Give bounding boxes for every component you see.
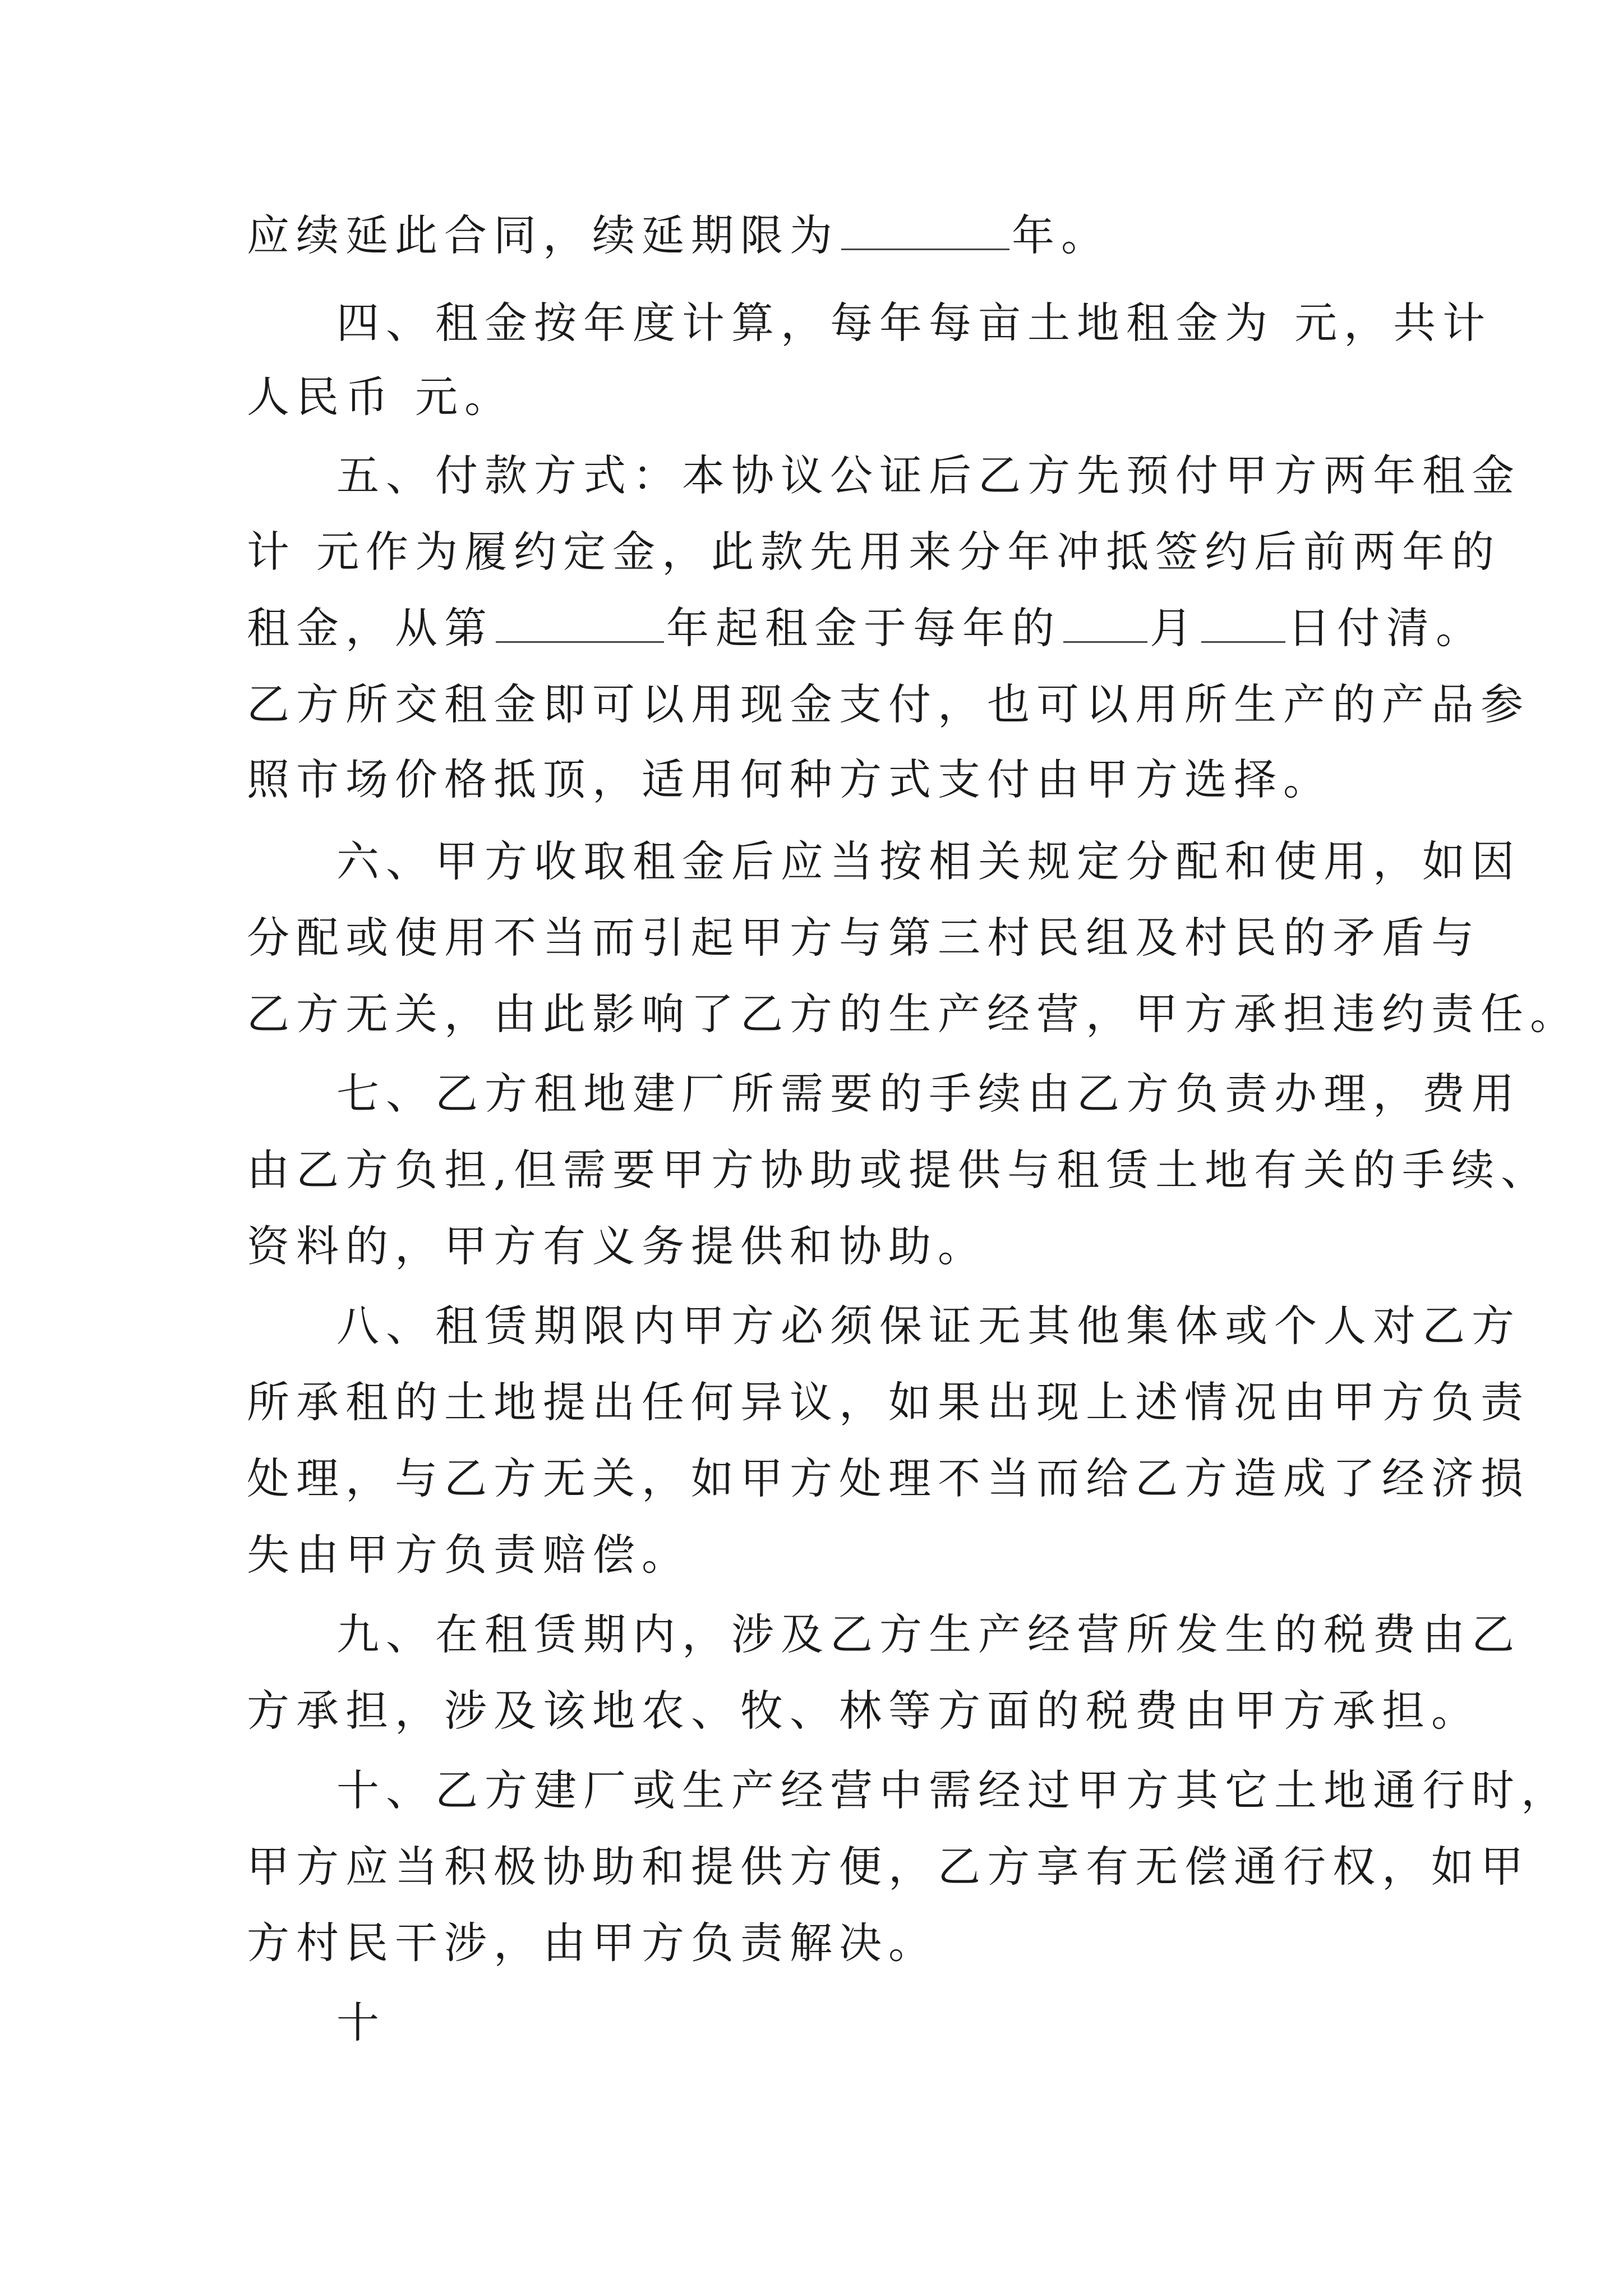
clause-8-line-2: 所承租的土地提出任何异议，如果出现上述情况由甲方负责: [247, 1377, 1530, 1427]
clause-5-line-4: 乙方所交租金即可以用现金支付，也可以用所生产的产品参: [247, 679, 1530, 729]
clause-7-line-2: 由乙方负担,但需要甲方协助或提供与租赁土地有关的手续、: [247, 1145, 1551, 1195]
clause-5-line-2: 计 元作为履约定金，此款先用来分年冲抵签约后前两年的: [247, 527, 1501, 577]
text-segment: 年。: [1012, 210, 1110, 260]
text-segment: 月: [1150, 603, 1199, 653]
blank-field-renewal-years: [841, 211, 1009, 250]
clause-9-line-1: 九、在租赁期内，涉及乙方生产经营所发生的税费由乙: [336, 1609, 1521, 1659]
clause-6-line-3: 乙方无关，由此影响了乙方的生产经营，甲方承担违约责任。: [247, 989, 1579, 1039]
clause-11-start: 十: [336, 1998, 386, 2047]
clause-9-line-2: 方承担，涉及该地农、牧、林等方面的税费由甲方承担。: [247, 1686, 1481, 1736]
clause-3-continuation: [247, 208, 1110, 264]
clause-5-line-3: [247, 600, 1485, 656]
clause-5-line-5: 照市场价格抵顶，适用何种方式支付由甲方选择。: [247, 754, 1332, 804]
text-segment: 日付清。: [1288, 603, 1485, 653]
blank-field-month: [1063, 604, 1147, 643]
clause-7-line-1: 七、乙方租地建厂所需要的手续由乙方负责办理，费用: [336, 1069, 1521, 1119]
clause-10-line-1: 十、乙方建厂或生产经营中需经过甲方其它土地通行时，: [336, 1765, 1570, 1815]
blank-field-day: [1201, 604, 1285, 643]
text-segment: 租金，从第: [247, 603, 494, 653]
clause-10-line-3: 方村民干涉，由甲方负责解决。: [247, 1918, 938, 1968]
clause-6-line-2: 分配或使用不当而引起甲方与第三村民组及村民的矛盾与: [247, 913, 1481, 963]
text-segment: 年起租金于每年的: [666, 603, 1061, 653]
clause-8-line-1: 八、租赁期限内甲方必须保证无其他集体或个人对乙方: [336, 1301, 1521, 1351]
clause-4-line-2: 人民币 元。: [247, 372, 514, 422]
clause-8-line-3: 处理，与乙方无关，如甲方处理不当而给乙方造成了经济损: [247, 1453, 1530, 1503]
text-segment: 应续延此合同，续延期限为: [247, 210, 839, 260]
clause-8-line-4: 失由甲方负责赔偿。: [247, 1530, 691, 1580]
clause-7-line-3: 资料的，甲方有义务提供和协助。: [247, 1221, 987, 1271]
clause-5-line-1: 五、付款方式：本协议公证后乙方先预付甲方两年租金: [336, 450, 1521, 500]
blank-field-start-year: [496, 604, 664, 643]
clause-4-line-1: 四、租金按年度计算，每年每亩土地租金为 元，共计: [336, 298, 1492, 348]
clause-10-line-2: 甲方应当积极协助和提供方便，乙方享有无偿通行权，如甲: [247, 1842, 1530, 1892]
clause-6-line-1: 六、甲方收取租金后应当按相关规定分配和使用，如因: [336, 836, 1521, 886]
